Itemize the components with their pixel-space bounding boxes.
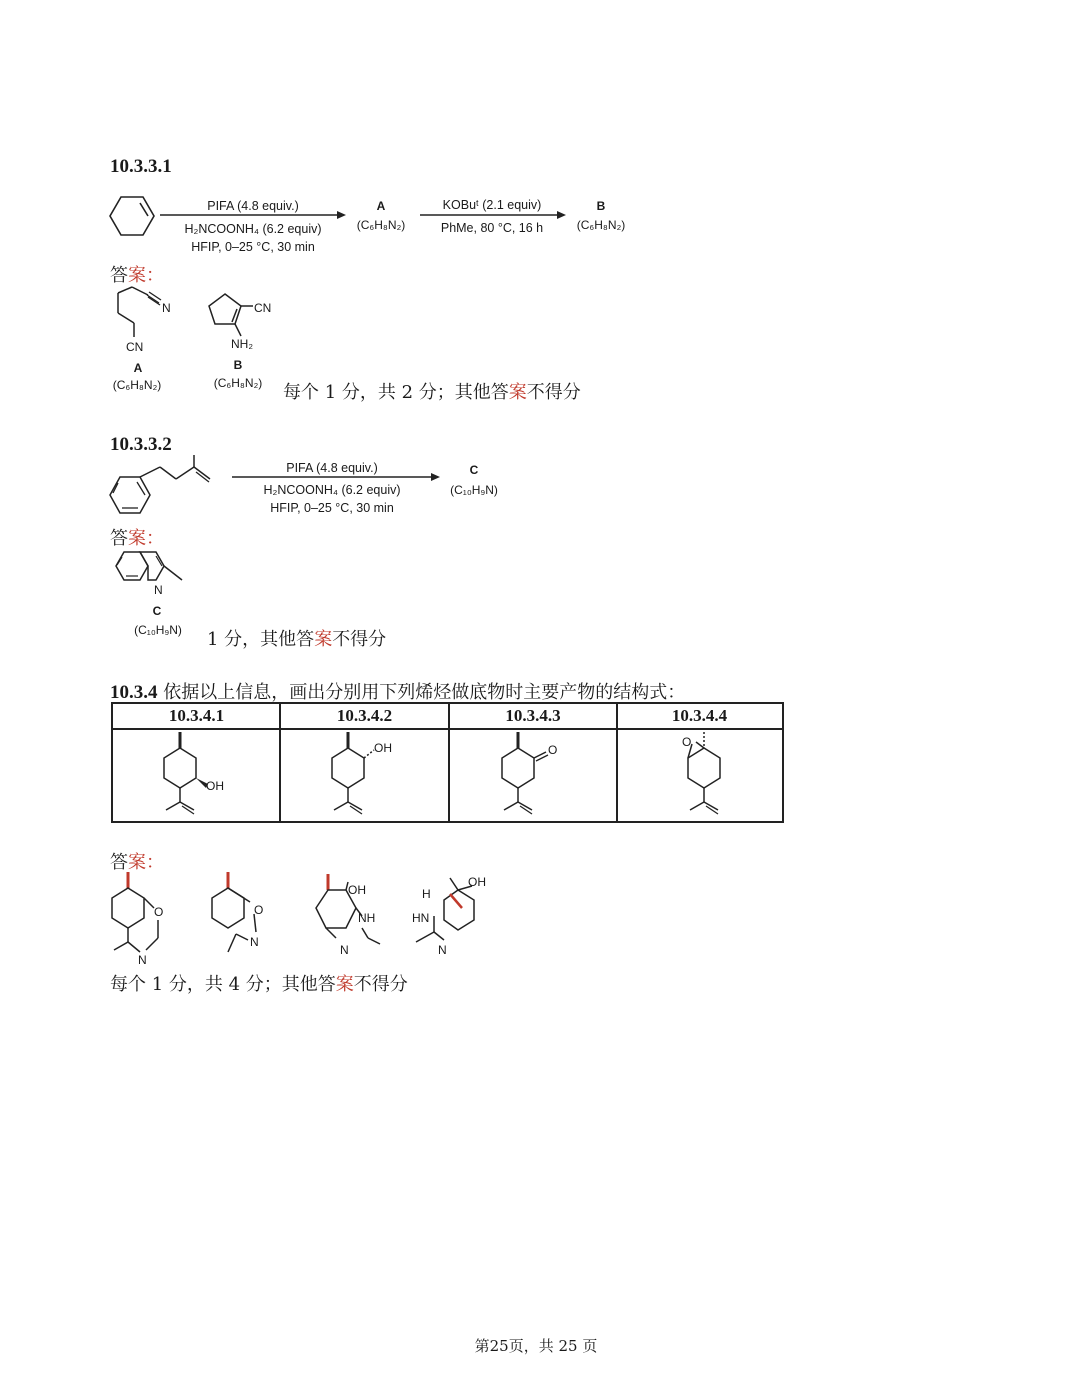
reagent-below-2: PhMe, 80 °C, 16 h	[440, 221, 544, 235]
ans4-HN: HN	[412, 911, 430, 925]
answer-B-CN: CN	[254, 301, 272, 315]
compound-B-label: B	[596, 199, 606, 213]
reagent-above-3: PIFA (4.8 equiv.)	[286, 461, 378, 475]
table-structure-1	[160, 730, 240, 820]
answer-B-structure	[205, 292, 285, 352]
cyclohexene-structure	[110, 195, 156, 237]
ans4-OH: OH	[468, 875, 486, 889]
ans4-H: H	[422, 887, 431, 901]
compound-A-label: A	[376, 199, 386, 213]
answer-B-formula: (C₆H₈N₂)	[213, 376, 263, 390]
answer-B-label: B	[233, 358, 243, 372]
reaction-arrow-2	[420, 211, 566, 219]
answer-C-N: N	[154, 583, 163, 597]
cell1-OH: OH	[206, 779, 224, 793]
answer-structure-3	[308, 872, 398, 962]
answer-structure-2	[208, 872, 288, 962]
ans3-OH: OH	[348, 883, 366, 897]
substrate-structure-2	[110, 455, 220, 517]
answer-structure-4	[410, 872, 510, 962]
answer-A-label: A	[133, 361, 143, 375]
answer-C-formula: (C₁₀H₉N)	[134, 623, 182, 637]
reagent-below-3b: HFIP, 0–25 °C, 30 min	[270, 501, 394, 515]
score-note-3: 每个 1 分，共 4 分；其他答案不得分	[110, 974, 408, 995]
table-header-4: 10.3.4.4	[617, 704, 782, 730]
reagent-above-1: PIFA (4.8 equiv.)	[207, 199, 299, 213]
compound-B-formula: (C₆H₈N₂)	[576, 218, 626, 232]
section-heading-10-3-3-2: 10.3.3.2	[110, 434, 172, 455]
answer-A-formula: (C₆H₈N₂)	[112, 378, 162, 392]
compound-C-formula: (C₁₀H₉N)	[450, 483, 498, 497]
table-header-2: 10.3.4.2	[280, 704, 449, 730]
page-footer: 第25页，共 25 页	[474, 1337, 598, 1355]
table-structure-4	[684, 730, 764, 820]
score-note-1: 每个 1 分，共 2 分；其他答案不得分	[283, 382, 581, 403]
answer-A-CN: CN	[126, 340, 144, 354]
cell2-OH: OH	[374, 741, 392, 755]
answer-A-N: N	[162, 301, 171, 315]
table-divider	[279, 704, 281, 821]
ans3-NH: NH	[358, 911, 376, 925]
table-header-3: 10.3.4.3	[449, 704, 617, 730]
ans1-O: O	[154, 905, 164, 919]
answer-C-label: C	[152, 604, 162, 618]
reagent-above-2: KOBuᵗ (2.1 equiv)	[442, 198, 542, 212]
ans3-N: N	[340, 943, 349, 957]
answer-label-3: 答案：	[110, 852, 164, 873]
answer-structure-1	[110, 872, 190, 967]
ans1-N: N	[138, 953, 147, 967]
table-structure-3	[498, 730, 578, 820]
ans2-O: O	[254, 903, 264, 917]
table-divider	[616, 704, 618, 821]
table-divider	[448, 704, 450, 821]
score-note-2: 1 分，其他答案不得分	[207, 629, 387, 650]
answer-label-2: 答案：	[110, 528, 164, 549]
answer-B-NH2: NH₂	[231, 337, 253, 351]
reagent-below-1a: H₂NCOONH₄ (6.2 equiv)	[184, 222, 322, 236]
ans2-N: N	[250, 935, 259, 949]
section-heading-10-3-4: 10.3.4 依据以上信息，画出分别用下列烯烃做底物时主要产物的结构式：	[110, 682, 686, 703]
table-header-1: 10.3.4.1	[113, 704, 280, 730]
cell4-O: O	[682, 735, 692, 749]
reagent-below-3a: H₂NCOONH₄ (6.2 equiv)	[263, 483, 401, 497]
compound-C-label: C	[469, 463, 479, 477]
reagent-below-1b: HFIP, 0–25 °C, 30 min	[191, 240, 315, 254]
compound-A-formula: (C₆H₈N₂)	[356, 218, 406, 232]
answer-C-structure	[112, 548, 202, 598]
ans4-N: N	[438, 943, 447, 957]
section-heading-10-3-3-1: 10.3.3.1	[110, 156, 172, 177]
cell3-O: O	[548, 743, 558, 757]
answer-A-structure	[112, 285, 182, 357]
answer-label-1: 答案：	[110, 265, 164, 286]
table-structure-2	[328, 730, 408, 820]
